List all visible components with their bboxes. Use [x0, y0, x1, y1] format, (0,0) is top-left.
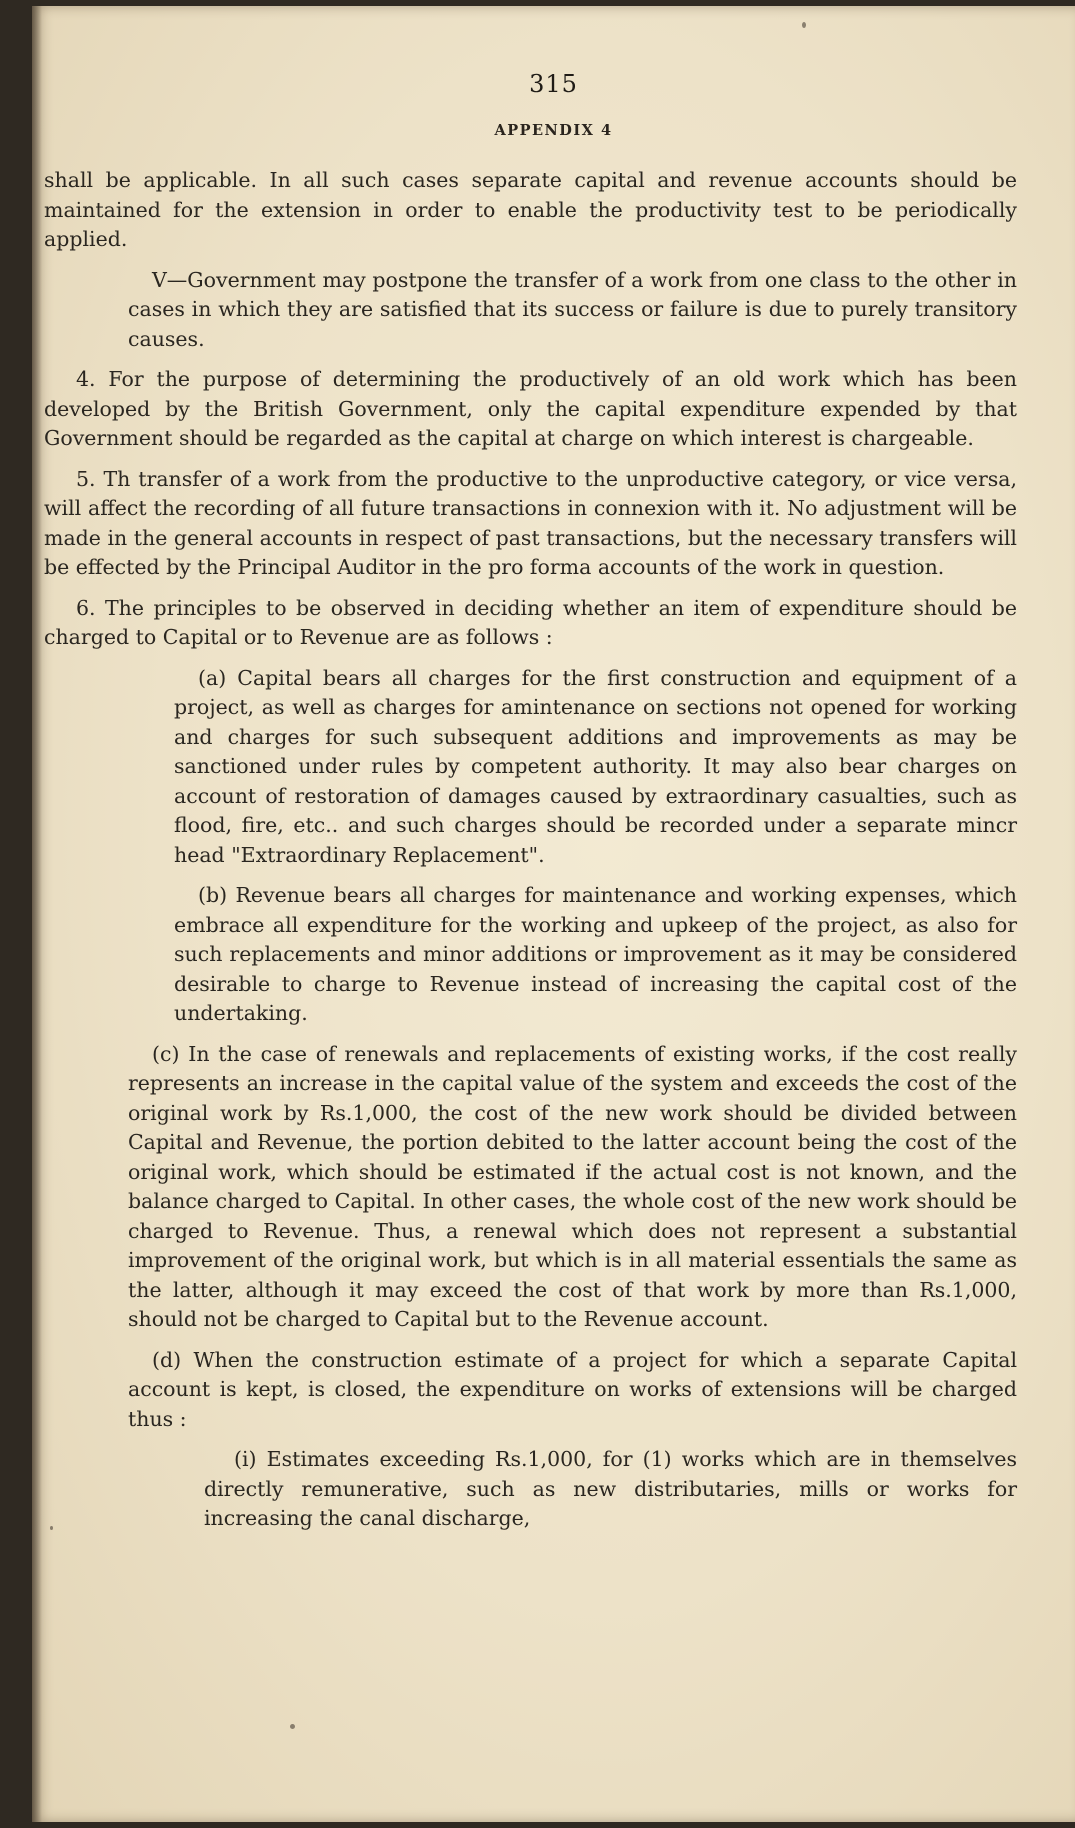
paragraph-continuation: shall be applicable. In all such cases separate capital and revenue accounts should be maintained for the extension in order to enable the productivity test to be periodically applied.: [44, 168, 1017, 251]
paper-speck: [802, 22, 806, 28]
paragraph-4: 4. For the purpose of determining the productively of an old work which has been developed by the British Government, only the capital expenditure expended by that Government should be regarded as the capital at charge on which interest is chargeable.: [44, 367, 1017, 450]
paragraph-6b: (b) Revenue bears all charges for maintenance and working expenses, which embrace all expenditure for the working and upkeep of the project, as also for such replacements and minor additions or improvement as it may be considered desirable to charge to Revenue instead of increasing the capital cost of the undertaking.: [174, 883, 1017, 1025]
document-page: [32, 6, 1075, 1822]
paragraph-clause-v: V—Government may postpone the transfer of a work from one class to the other in cases in which they are satisfied that its success or failure is due to purely transitory causes.: [128, 267, 1017, 351]
body-text: [32, 166, 1075, 1545]
page-number: 315: [529, 70, 578, 98]
running-head: APPENDIX 4: [494, 122, 613, 139]
paragraph-6: 6. The principles to be observed in deciding whether an item of expenditure should be charged to Capital or to Revenue are as follows :: [44, 595, 1017, 649]
paragraph-6a: (a) Capital bears all charges for the first construction and equipment of a project, as well as charges for amintenance on sections not opened for working and charges for such subsequent additions and improvements as may be sanctioned under rules by competent authority. It may also bear charges on account of restoration of damages caused by extraordinary casualties, such as flood, fire, etc.. and such charges should be recorded under a separate mincr head "Extraordinary Replacement".: [174, 665, 1017, 867]
paper-speck: [50, 1526, 53, 1530]
paragraph-6c: (c) In the case of renewals and replacements of existing works, if the cost really represents an increase in the capital value of the system and exceeds the cost of the original work by Rs.1,000, the cost of the new work should be divided between Capital and Revenue, the portion debited to the latter account being the cost of the original work, which should be estimated if the actual cost is not known, and the balance charged to Capital. In other cases, the whole cost of the new work should be charged to Revenue. Thus, a renewal which does not represent a substantial improvement of the original work, but which is in all material essentials the same as the latter, although it may exceed the cost of that work by more than Rs.1,000, should not be charged to Capital but to the Revenue account.: [128, 1041, 1017, 1331]
paragraph-5: 5. Th transfer of a work from the productive to the unproductive category, or vice versa, will affect the recording of all future transactions in connexion with it. No adjustment will be made in the general accounts in respect of past transactions, but the necessary transfers will be effected by the Principal Auditor in the pro forma accounts of the work in question.: [44, 466, 1017, 579]
paragraph-6d: (d) When the construction estimate of a project for which a separate Capital account is kept, is closed, the expenditure on works of extensions will be charged thus :: [128, 1347, 1017, 1431]
paragraph-6d-i: (i) Estimates exceeding Rs.1,000, for (1) works which are in themselves directly remunerative, such as new distributaries, mills or works for increasing the canal discharge,: [204, 1447, 1017, 1530]
paper-speck: [290, 1724, 295, 1729]
